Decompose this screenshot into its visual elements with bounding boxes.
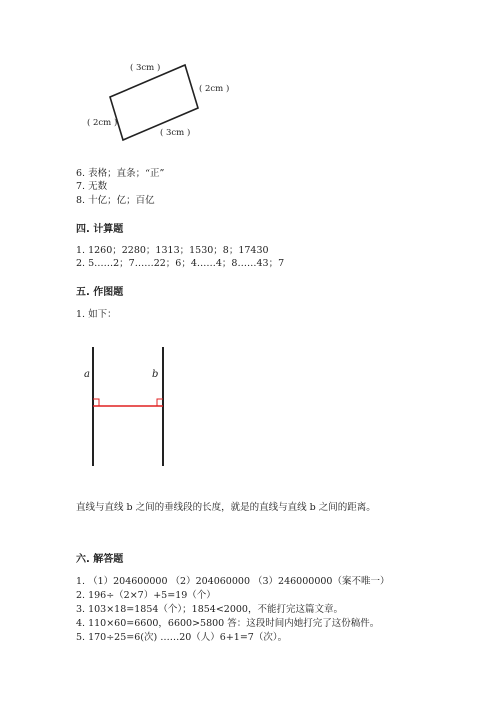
label-a: a [84, 369, 90, 380]
section-4-title: 四. 计算题 [76, 224, 124, 235]
section-4-line-1: 1. 1260；2280；1313；1530；8；17430 [76, 245, 269, 256]
label-bottom-3cm: ( 3cm ) [160, 128, 191, 138]
section-6-line-3: 3. 103×18=1854（个）；1854<2000，不能打完这篇文章。 [76, 604, 343, 615]
section-6-line-2: 2. 196÷（2×7）+5=19（个） [76, 590, 216, 601]
section-6-line-4: 4. 110×60=6600，6600>5800 答：这段时间内她打完了这份稿件。 [76, 618, 380, 629]
section-6-title: 六. 解答题 [76, 554, 124, 565]
section-5-conclusion: 直线与直线 b 之间的垂线段的长度，就是的直线与直线 b 之间的距离。 [76, 502, 376, 513]
answer-7: 7. 无数 [76, 181, 108, 192]
section-5-intro: 1. 如下： [76, 309, 117, 320]
answer-6: 6. 表格；直条；“正” [76, 168, 165, 179]
section-4-line-2: 2. 5……2；7……22；6；4……4；8……43；7 [76, 258, 285, 269]
answer-8: 8. 十亿；亿；百亿 [76, 195, 155, 206]
label-b: b [152, 369, 159, 380]
label-left-2cm: ( 2cm ) [87, 118, 118, 128]
label-top-3cm: ( 3cm ) [130, 63, 161, 73]
label-right-2cm: ( 2cm ) [199, 84, 230, 94]
section-5-title: 五. 作图题 [76, 287, 124, 298]
section-6-line-5: 5. 170÷25=6(次) ……20（人）6+1=7（次）。 [76, 632, 288, 643]
section-6-line-1: 1. （1）204600000 （2）204060000 （3）246000000（案不唯一） [76, 576, 390, 587]
